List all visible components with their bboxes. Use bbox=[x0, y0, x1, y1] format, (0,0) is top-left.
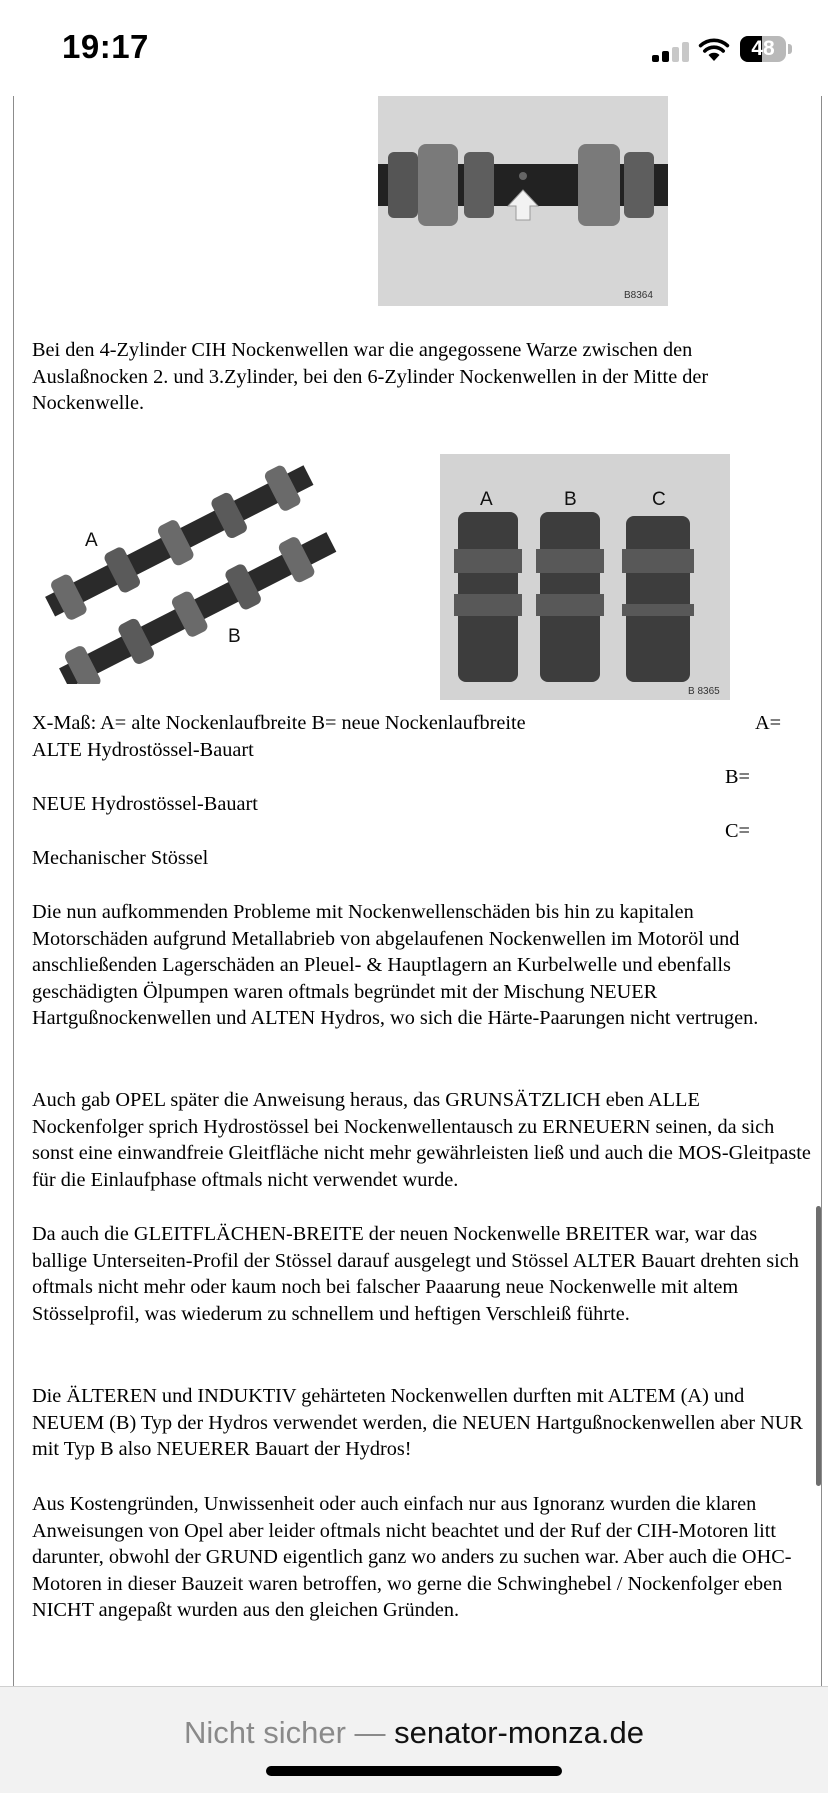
battery-level: 48 bbox=[751, 37, 775, 60]
clock: 19:17 bbox=[62, 28, 149, 65]
legend-key-a: A= bbox=[755, 712, 782, 734]
camshaft-label-b: B bbox=[228, 626, 241, 647]
status-bar bbox=[0, 0, 828, 96]
legend-key-c: C= bbox=[725, 820, 750, 842]
camshaft-photo bbox=[378, 96, 668, 306]
figure-code: B 8365 bbox=[688, 686, 720, 697]
content-border-right bbox=[821, 96, 822, 1686]
x-measure-caption: X-Maß: A= alte Nockenlaufbreite B= neue Nockenlaufbreite bbox=[32, 712, 526, 734]
tappets-photo bbox=[440, 454, 730, 700]
camshaft-comparison-photo bbox=[38, 454, 338, 684]
cellular-signal-icon bbox=[652, 42, 692, 62]
security-warning: Nicht sicher — bbox=[183, 1715, 395, 1750]
home-indicator[interactable] bbox=[266, 1766, 562, 1776]
legend-value-b: NEUE Hydrostössel-Bauart bbox=[32, 793, 258, 815]
legend-key-b: B= bbox=[725, 766, 750, 788]
paragraph-problems: Die nun aufkommenden Probleme mit Nockenwellenschäden bis hin zu kapitalen Motorschäden aufgrund Metallabrieb von abgelaufenen Nockenwellen im Motoröl und anschließenden Lagerschäden an Pleuel- & Hauptlagern an Kurbelwelle und ebenfalls geschädigten Ölpumpen waren oftmals begründet mit der Mischung NEUER Hartgußnockenwellen und ALTEN Hydros, wo sich die Härte-Paarungen nicht vertrugen. bbox=[32, 901, 759, 1030]
legend-value-a: ALTE Hydrostössel-Bauart bbox=[32, 739, 254, 761]
tappet-label-b: B bbox=[564, 489, 577, 510]
paragraph-hardened-camshafts: Die ÄLTEREN und INDUKTIV gehärteten Nockenwellen durften mit ALTEM (A) und NEUEM (B) Typ der Hydros verwendet werden, die NEUEN Hartgußnockenwellen aber NUR mit Typ B also NEUERER Bauart der Hydros! bbox=[32, 1385, 803, 1461]
scroll-indicator[interactable] bbox=[816, 1206, 821, 1486]
wifi-icon bbox=[698, 36, 730, 62]
paragraph-opel-instruction: Auch gab OPEL später die Anweisung heraus, das GRUNSÄTZLICH eben ALLE Nockenfolger sprich Hydrostössel bei Nockenwellentausch zu ERNEUERN seinen, da sich sonst eine einwandfreie Gleitfläche nicht mehr gewährleisten ließ und auch die MOS-Gleitpaste für die Einlaufphase oftmals nicht verwendet wurde. bbox=[32, 1089, 811, 1191]
content-border-left bbox=[13, 96, 14, 1686]
paragraph-glide-width: Da auch die GLEITFLÄCHEN-BREITE der neuen Nockenwelle BREITER war, war das ballige Unterseiten-Profil der Stössel darauf ausgelegt und Stössel ALTER Bauart drehten sich oftmals nicht mehr oder kaum noch bei falscher Paaarung neue Nockenwelle mit altem Stösselprofil, was wiederum zu schnellem und heftigen Verschleiß führte. bbox=[32, 1223, 799, 1325]
address-bar[interactable] bbox=[0, 1686, 828, 1793]
camshaft-label-a: A bbox=[85, 530, 98, 551]
url-domain: senator-monza.de bbox=[394, 1715, 645, 1750]
web-content[interactable] bbox=[13, 96, 823, 1686]
tappet-label-a: A bbox=[480, 489, 493, 510]
paragraph-warze: Bei den 4-Zylinder CIH Nockenwellen war die angegossene Warze zwischen den Auslaßnocken 2. und 3.Zylinder, bei den 6-Zylinder Nockenwellen in der Mitte der Nockenwelle. bbox=[32, 339, 709, 415]
legend-value-c: Mechanischer Stössel bbox=[32, 847, 209, 869]
battery-cap bbox=[788, 44, 792, 54]
figure-code: B8364 bbox=[624, 290, 653, 301]
url-display[interactable] bbox=[0, 1715, 828, 1751]
tappet-label-c: C bbox=[652, 489, 666, 510]
paragraph-costs: Aus Kostengründen, Unwissenheit oder auch einfach nur aus Ignoranz wurden die klaren Anweisungen von Opel aber leider oftmals nicht beachtet und der Ruf der CIH-Motoren litt darunter, obwohl der GRUND eigentlich ganz wo anders zu suchen war. Aber auch die OHC-Motoren in dieser Bauzeit waren betroffen, wo gerne die Schwinghebel / Nockenfolger eben NICHT angepaßt wurden aus den gleichen Gründen. bbox=[32, 1493, 792, 1622]
battery-icon bbox=[740, 36, 786, 62]
